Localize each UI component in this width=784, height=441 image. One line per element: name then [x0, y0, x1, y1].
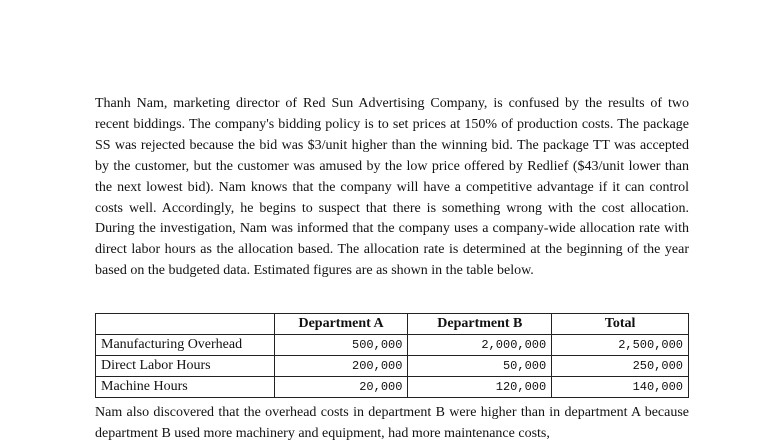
cell-value: 200,000	[274, 356, 408, 377]
header-empty	[96, 314, 275, 335]
header-total: Total	[552, 314, 689, 335]
table-header-row	[96, 314, 689, 335]
row-label: Direct Labor Hours	[96, 356, 275, 377]
cell-value: 20,000	[274, 377, 408, 398]
cell-value: 140,000	[552, 377, 689, 398]
header-department-b: Department B	[408, 314, 552, 335]
cell-value: 2,500,000	[552, 335, 689, 356]
cell-value: 50,000	[408, 356, 552, 377]
cell-value: 500,000	[274, 335, 408, 356]
header-department-a: Department A	[274, 314, 408, 335]
cell-value: 120,000	[408, 377, 552, 398]
table-row	[96, 356, 689, 377]
cell-value: 2,000,000	[408, 335, 552, 356]
table-row	[96, 335, 689, 356]
cell-value: 250,000	[552, 356, 689, 377]
followup-paragraph: Nam also discovered that the overhead costs in department B were higher than in department A because department B used more machinery and equipment, had more maintenance costs,	[95, 405, 689, 441]
row-label: Machine Hours	[96, 377, 275, 398]
overhead-table	[95, 313, 689, 398]
intro-paragraph: Thanh Nam, marketing director of Red Sun Advertising Company, is confused by the results of two recent biddings. The company's bidding policy is to set prices at 150% of production costs. The package SS was rejected because the bid was $3/unit higher than the winning bid. The package TT was accepted by the customer, but the customer was amused by the low price offered by Redlief ($43/unit lower than the next lowest bid). Nam knows that the company will have a competitive advantage if it can control costs well. Accordingly, he begins to suspect that there is something wrong with the cost allocation. During the investigation, Nam was informed that the company uses a company-wide allocation rate with direct labor hours as the allocation based. The allocation rate is determined at the beginning of the year based on the budgeted data. Estimated figures are as shown in the table below.	[95, 96, 689, 279]
row-label: Manufacturing Overhead	[96, 335, 275, 356]
table-row	[96, 377, 689, 398]
